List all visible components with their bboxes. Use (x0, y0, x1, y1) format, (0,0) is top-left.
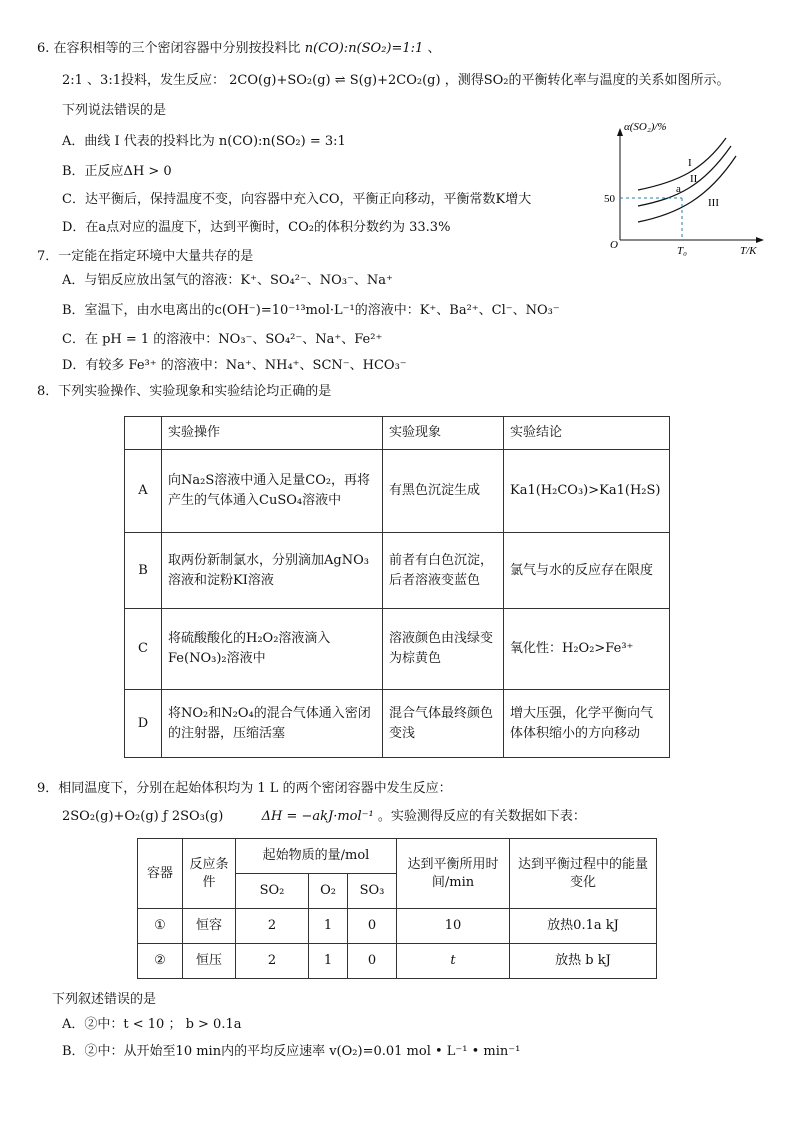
q9-cell-so2: 2 (236, 909, 309, 944)
q8-row-label: B (125, 533, 162, 609)
q9-h-time: 达到平衡所用时间/min (397, 839, 510, 909)
graph-xlabel: T/K (740, 245, 757, 257)
label-curve-iii: III (708, 197, 719, 209)
q6-tail: ，测得SO₂的平衡转化率与温度的关系如图所示。 (444, 73, 730, 88)
q9-h-start: 起始物质的量/mol (236, 839, 397, 874)
q6-sep: 、 (427, 41, 441, 56)
q8-row-obs: 前者有白色沉淀，后者溶液变蓝色 (383, 533, 504, 609)
q8-row-b (125, 533, 670, 609)
graph-origin: O (610, 239, 618, 251)
label-curve-ii: II (690, 173, 698, 185)
q9-question: 下列叙述错误的是 (52, 992, 157, 1007)
q9-h-energy: 达到平衡过程中的能量变化 (510, 839, 657, 909)
q6-option-c: C．达平衡后，保持温度不变，向容器中充入CO，平衡正向移动，平衡常数K增大 (62, 192, 532, 207)
q9-cell-id: ① (138, 909, 183, 944)
q6-stem: 6. 在容积相等的三个密闭容器中分别按投料比 (37, 41, 301, 56)
q6-line2 (62, 72, 730, 90)
q8-stem: 8．下列实验操作、实验现象和实验结论均正确的是 (37, 384, 332, 399)
label-point-a: a (676, 183, 681, 195)
q9-cell-so2: 2 (236, 944, 309, 979)
q6-ratio: n(CO):n(SO₂)=1:1 (304, 41, 424, 56)
graph-ylabel: α(SO₂)/% (624, 121, 667, 133)
conversion-graph (598, 118, 770, 258)
q6-line1 (37, 40, 440, 58)
q9-h-o2: O₂ (309, 874, 348, 909)
q9-cell-energy: 放热 b kJ (510, 944, 657, 979)
q9-tail: 。实验测得反应的有关数据如下表： (377, 809, 586, 824)
q8-row-obs: 有黑色沉淀生成 (383, 450, 504, 533)
q9-cell-id: ② (138, 944, 183, 979)
q9-cell-o2: 1 (309, 909, 348, 944)
q8-row-obs: 混合气体最终颜色变浅 (383, 690, 504, 758)
q8-row-con: 增大压强，化学平衡向气体体积缩小的方向移动 (504, 690, 670, 758)
q8-table (124, 416, 670, 758)
q6-ratios: 2:1 、3:1投料，发生反应： (62, 73, 225, 88)
q9-stem: 9．相同温度下，分别在起始体积均为 1 L 的两个密闭容器中发生反应： (37, 781, 452, 796)
q9-cell-energy: 放热0.1a kJ (510, 909, 657, 944)
q9-option-b: B．②中：从开始至10 min内的平均反应速率 v(O₂)=0.01 mol • L⁻¹ • min⁻¹ (62, 1044, 521, 1059)
q9-table (137, 838, 657, 979)
q6-reaction: 2CO(g)+SO₂(g) ⇌ S(g)+2CO₂(g) (229, 73, 441, 88)
q8-header-blank (125, 417, 162, 450)
graph-y50: 50 (604, 193, 615, 205)
q9-h-so2: SO₂ (236, 874, 309, 909)
q8-row-con: 氧化性：H₂O₂>Fe³⁺ (504, 609, 670, 690)
q8-header-con: 实验结论 (504, 417, 670, 450)
q7-option-c: C．在 pH = 1 的溶液中：NO₃⁻、SO₄²⁻、Na⁺、Fe²⁺ (62, 332, 383, 347)
q8-row-label: A (125, 450, 162, 533)
q8-row-a (125, 450, 670, 533)
q9-row-1 (138, 909, 657, 944)
q9-reaction-line (62, 808, 586, 826)
q8-row-obs: 溶液颜色由浅绿变为棕黄色 (383, 609, 504, 690)
q9-h-so3: SO₃ (348, 874, 397, 909)
q9-cell-time: t (397, 944, 510, 979)
q8-header-row (125, 417, 670, 450)
q6-question: 下列说法错误的是 (62, 103, 167, 118)
q9-cell-time: 10 (397, 909, 510, 944)
q9-cell-so3: 0 (348, 909, 397, 944)
q8-header-op: 实验操作 (162, 417, 383, 450)
q9-h-cond: 反应条件 (183, 839, 236, 909)
q6-option-b: B．正反应ΔH > 0 (62, 164, 172, 179)
q9-header-row1 (138, 839, 657, 874)
q8-row-con: Ka1(H₂CO₃)>Ka1(H₂S) (504, 450, 670, 533)
q8-row-op: 取两份新制氯水，分别滴加AgNO₃溶液和淀粉KI溶液 (162, 533, 383, 609)
q9-cell-o2: 1 (309, 944, 348, 979)
q8-row-d (125, 690, 670, 758)
q8-row-label: D (125, 690, 162, 758)
q8-row-op: 向Na₂S溶液中通入足量CO₂，再将产生的气体通入CuSO₄溶液中 (162, 450, 383, 533)
q6-option-a: A．曲线 I 代表的投料比为 n(CO):n(SO₂) = 3:1 (62, 134, 346, 149)
q8-row-op: 将NO₂和N₂O₄的混合气体通入密闭的注射器，压缩活塞 (162, 690, 383, 758)
q9-cell-so3: 0 (348, 944, 397, 979)
q9-row-2 (138, 944, 657, 979)
q7-stem: 7．一定能在指定环境中大量共存的是 (37, 249, 254, 264)
q8-header-obs: 实验现象 (383, 417, 504, 450)
q9-dh: ΔH = −akJ·mol⁻¹ (261, 809, 374, 824)
q9-cell-cond: 恒压 (183, 944, 236, 979)
q9-option-a: A．②中：t < 10 ； b > 0.1a (62, 1017, 242, 1032)
q8-row-con: 氯气与水的反应存在限度 (504, 533, 670, 609)
q9-reaction: 2SO₂(g)+O₂(g) ƒ 2SO₃(g) (62, 809, 224, 824)
label-curve-i: I (688, 157, 692, 169)
q7-option-b: B．室温下，由水电离出的c(OH⁻)=10⁻¹³mol·L⁻¹的溶液中：K⁺、Ba²⁺、Cl⁻、NO₃⁻ (62, 303, 560, 318)
q9-h-container: 容器 (138, 839, 183, 909)
q7-option-d: D．有较多 Fe³⁺ 的溶液中：Na⁺、NH₄⁺、SCN⁻、HCO₃⁻ (62, 358, 407, 373)
q8-row-op: 将硫酸酸化的H₂O₂溶液滴入Fe(NO₃)₂溶液中 (162, 609, 383, 690)
q7-option-a: A．与铝反应放出氢气的溶液：K⁺、SO₄²⁻、NO₃⁻、Na⁺ (62, 273, 393, 288)
graph-t0: T₀ (677, 245, 687, 257)
curve-i (638, 138, 726, 190)
q8-row-c (125, 609, 670, 690)
q8-row-label: C (125, 609, 162, 690)
q9-cell-cond: 恒容 (183, 909, 236, 944)
q6-option-d: D．在a点对应的温度下，达到平衡时，CO₂的体积分数约为 33.3% (62, 220, 451, 235)
